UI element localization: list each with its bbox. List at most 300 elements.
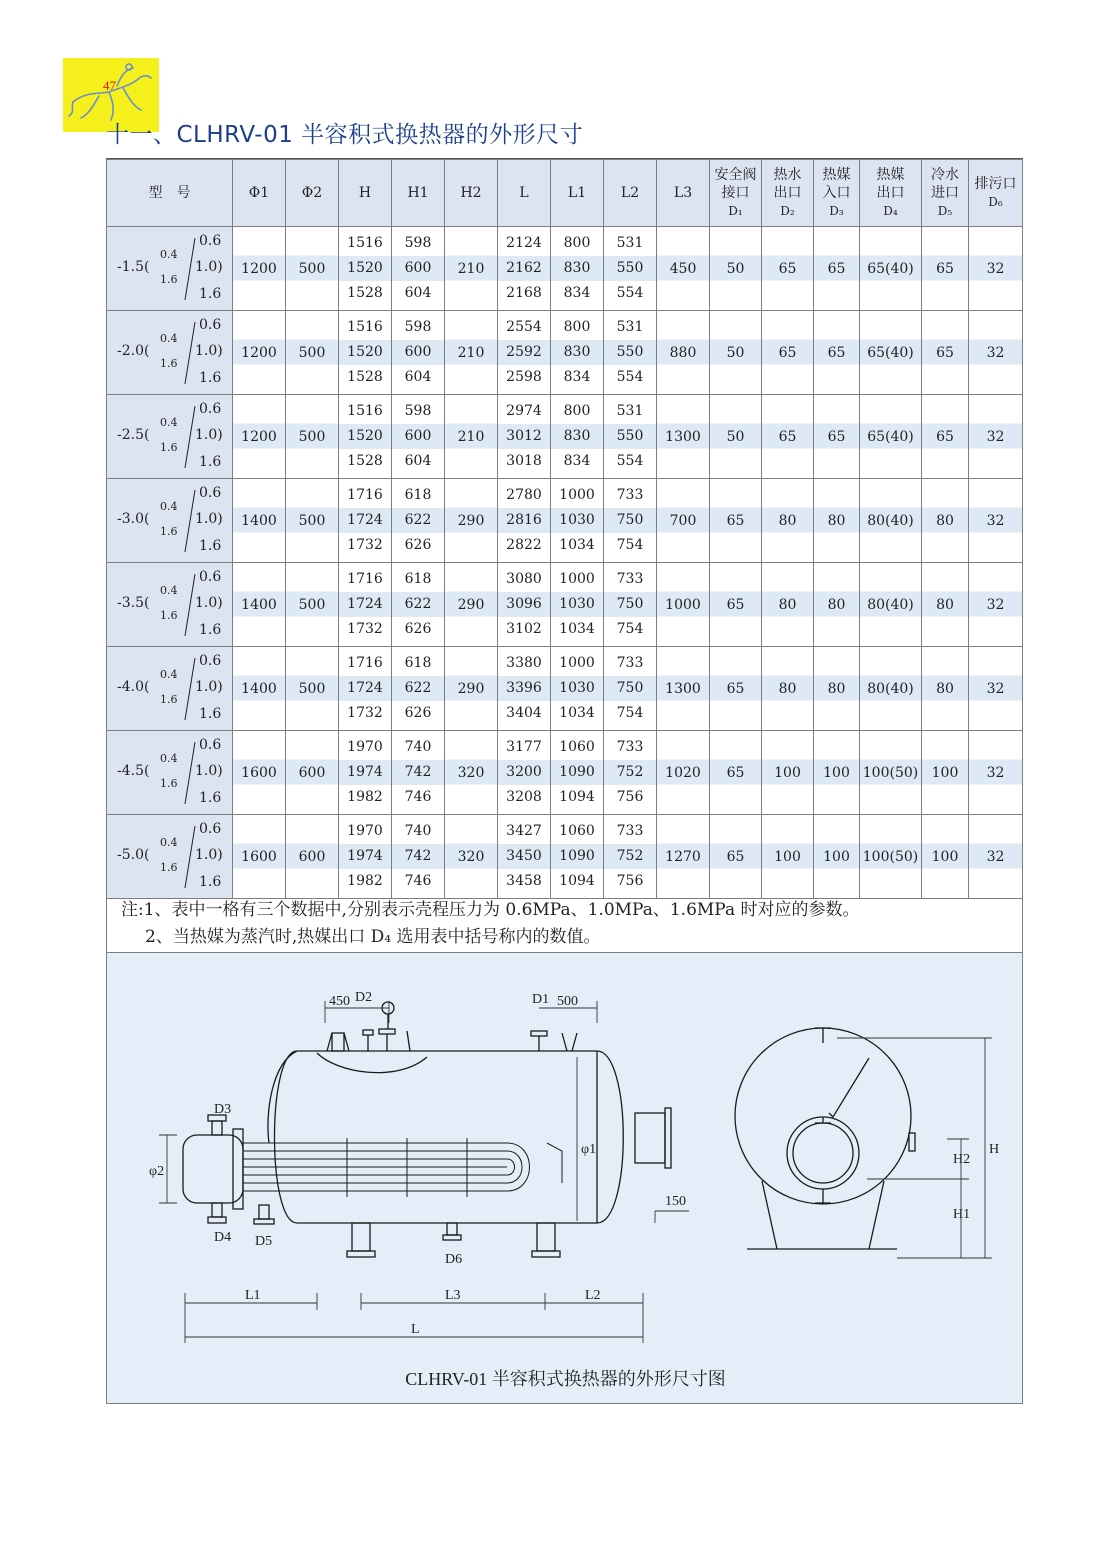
column-header: 热媒 入口 D₃ — [814, 160, 860, 227]
cell-phi2: 500 — [286, 479, 339, 563]
column-header-sub: D₅ — [937, 204, 953, 218]
cell-h — [339, 311, 392, 395]
label-D1: D1 — [532, 992, 550, 1007]
dimension-table — [106, 159, 1023, 899]
model-cell — [107, 731, 233, 815]
pressure-small-bottom: 1.6 — [160, 860, 178, 874]
cell-value: 1732 — [347, 621, 383, 637]
cell-h1 — [392, 227, 445, 311]
pressure-small-top: 0.4 — [160, 583, 178, 597]
cell-value: 600 — [392, 340, 444, 365]
cell-d1: 65 — [710, 647, 762, 731]
cell-value: 733 — [616, 571, 644, 587]
cell-value: 1974 — [339, 844, 391, 869]
cell-value: 750 — [604, 508, 656, 533]
pressure-bottom: 1.6 — [199, 705, 222, 722]
cell-value: 1528 — [347, 285, 383, 301]
pressure-top: 0.6 — [199, 736, 222, 753]
pressure-top: 0.6 — [199, 568, 222, 585]
cell-h — [339, 815, 392, 899]
pressure-mid: 1.0) — [195, 594, 223, 611]
model-prefix: -4.0( — [117, 678, 150, 695]
cell-value: 1030 — [551, 676, 603, 701]
cell-value: 622 — [392, 676, 444, 701]
cell-d1: 50 — [710, 227, 762, 311]
cell-value: 3096 — [498, 592, 550, 617]
pressure-small-top: 0.4 — [160, 499, 178, 513]
cell-h — [339, 647, 392, 731]
label-H1: H1 — [953, 1207, 971, 1222]
cell-d5: 80 — [922, 563, 969, 647]
cell-d1: 65 — [710, 815, 762, 899]
cell-phi2: 500 — [286, 395, 339, 479]
cell-value: 3404 — [506, 705, 542, 721]
tank-left-head — [268, 1051, 297, 1143]
cell-value: 1982 — [347, 789, 383, 805]
pressure-small-top: 0.4 — [160, 415, 178, 429]
pressure-top: 0.6 — [199, 652, 222, 669]
cell-l3: 700 — [657, 479, 710, 563]
cell-value: 800 — [563, 319, 591, 335]
cell-value: 2598 — [506, 369, 542, 385]
cell-value: 742 — [392, 844, 444, 869]
cell-d2: 65 — [762, 395, 814, 479]
model-prefix: -4.5( — [117, 762, 150, 779]
pressure-top: 0.6 — [199, 820, 222, 837]
cell-h2: 210 — [445, 311, 498, 395]
pressure-bottom: 1.6 — [199, 789, 222, 806]
cell-phi2: 500 — [286, 227, 339, 311]
cell-value: 1724 — [339, 592, 391, 617]
cell-d5: 65 — [922, 395, 969, 479]
cell-d4: 80(40) — [860, 563, 922, 647]
cell-d3: 80 — [814, 563, 860, 647]
model-cell — [107, 311, 233, 395]
heat-exchanger-drawing — [107, 953, 1024, 1404]
page-title: 十一、CLHRV-01 半容积式换热器的外形尺寸 — [106, 122, 584, 148]
cell-value: 1000 — [559, 655, 595, 671]
cell-value: 746 — [404, 873, 432, 889]
column-header: L — [498, 160, 551, 227]
cell-d6: 32 — [969, 311, 1023, 395]
cell-d6: 32 — [969, 647, 1023, 731]
cell-value: 554 — [616, 369, 644, 385]
cell-l2 — [604, 647, 657, 731]
pressure-bottom: 1.6 — [199, 285, 222, 302]
column-header: L1 — [551, 160, 604, 227]
cell-value: 1000 — [559, 487, 595, 503]
cell-value: 1528 — [347, 369, 383, 385]
cell-d3: 100 — [814, 731, 860, 815]
cell-value: 622 — [392, 592, 444, 617]
cell-value: 1970 — [347, 739, 383, 755]
pressure-bottom: 1.6 — [199, 621, 222, 638]
column-header-sub: D₁ — [728, 204, 743, 218]
cell-value: 531 — [616, 403, 644, 419]
column-header: 型 号 — [107, 160, 233, 227]
cell-l2 — [604, 311, 657, 395]
cell-value: 2780 — [506, 487, 542, 503]
cell-l1 — [551, 815, 604, 899]
cell-d2: 80 — [762, 647, 814, 731]
cell-value: 3427 — [506, 823, 542, 839]
model-cell — [107, 479, 233, 563]
cell-value: 1030 — [551, 508, 603, 533]
cell-value: 1000 — [559, 571, 595, 587]
cell-value: 752 — [604, 760, 656, 785]
cell-h2: 320 — [445, 731, 498, 815]
cell-d2: 80 — [762, 479, 814, 563]
model-cell — [107, 227, 233, 311]
cell-value: 1060 — [559, 823, 595, 839]
note-2: 2、当热媒为蒸汽时,热媒出口 D₄ 选用表中括号称内的数值。 — [145, 927, 601, 947]
cell-h1 — [392, 395, 445, 479]
cell-value: 1732 — [347, 705, 383, 721]
cell-value: 2162 — [498, 256, 550, 281]
cell-l3: 1270 — [657, 815, 710, 899]
cell-l3: 880 — [657, 311, 710, 395]
cell-l1 — [551, 563, 604, 647]
cell-value: 1090 — [551, 844, 603, 869]
cell-value: 830 — [551, 256, 603, 281]
pressure-mid: 1.0) — [195, 510, 223, 527]
cell-value: 756 — [616, 789, 644, 805]
cell-d2: 65 — [762, 227, 814, 311]
pressure-small-top: 0.4 — [160, 835, 178, 849]
cell-value: 1724 — [339, 508, 391, 533]
column-header-sub: D₂ — [780, 204, 795, 218]
column-header: L2 — [604, 160, 657, 227]
cell-value: 2974 — [506, 403, 542, 419]
cell-value: 1716 — [347, 571, 383, 587]
cell-value: 1034 — [559, 705, 595, 721]
cell-l — [498, 815, 551, 899]
column-header-sub: D₄ — [883, 204, 898, 218]
cell-value: 754 — [616, 705, 644, 721]
cell-l — [498, 227, 551, 311]
cell-d5: 100 — [922, 815, 969, 899]
cell-l1 — [551, 395, 604, 479]
cell-d2: 100 — [762, 815, 814, 899]
slash-divider — [183, 320, 197, 386]
cell-l3: 450 — [657, 227, 710, 311]
label-H2: H2 — [953, 1152, 971, 1167]
cell-phi1: 1400 — [233, 479, 286, 563]
cell-d1: 50 — [710, 311, 762, 395]
pressure-top: 0.6 — [199, 400, 222, 417]
cell-value: 598 — [404, 403, 432, 419]
table-row — [107, 395, 1023, 479]
cell-h1 — [392, 311, 445, 395]
cell-value: 554 — [616, 453, 644, 469]
cell-value: 740 — [404, 739, 432, 755]
cell-d6: 32 — [969, 395, 1023, 479]
cell-d4: 65(40) — [860, 227, 922, 311]
cell-value: 1516 — [347, 235, 383, 251]
cell-value: 1528 — [347, 453, 383, 469]
cell-phi1: 1200 — [233, 395, 286, 479]
cell-d4: 100(50) — [860, 815, 922, 899]
cell-value: 1090 — [551, 760, 603, 785]
column-header-sub: D₃ — [829, 204, 844, 218]
cell-l — [498, 647, 551, 731]
model-cell — [107, 815, 233, 899]
pressure-small-bottom: 1.6 — [160, 356, 178, 370]
cell-value: 598 — [404, 319, 432, 335]
cell-value: 1974 — [339, 760, 391, 785]
cell-h1 — [392, 815, 445, 899]
label-D4: D4 — [214, 1230, 232, 1245]
cell-d3: 65 — [814, 227, 860, 311]
pressure-small-bottom: 1.6 — [160, 524, 178, 538]
cell-value: 1520 — [339, 424, 391, 449]
cell-d4: 65(40) — [860, 395, 922, 479]
cell-d5: 100 — [922, 731, 969, 815]
pressure-small-top: 0.4 — [160, 751, 178, 765]
cell-d2: 65 — [762, 311, 814, 395]
label-D5: D5 — [255, 1234, 273, 1249]
column-header: H — [339, 160, 392, 227]
table-notes — [106, 893, 1023, 953]
cell-value: 604 — [404, 369, 432, 385]
cell-value: 1516 — [347, 319, 383, 335]
pressure-top: 0.6 — [199, 316, 222, 333]
cell-value: 754 — [616, 537, 644, 553]
cell-value: 2168 — [506, 285, 542, 301]
cell-value: 604 — [404, 453, 432, 469]
cell-l1 — [551, 479, 604, 563]
cell-value: 622 — [392, 508, 444, 533]
cell-d3: 80 — [814, 647, 860, 731]
model-cell — [107, 395, 233, 479]
cell-value: 742 — [392, 760, 444, 785]
cell-l2 — [604, 815, 657, 899]
cell-value: 3012 — [498, 424, 550, 449]
cell-value: 1520 — [339, 256, 391, 281]
cell-phi1: 1600 — [233, 815, 286, 899]
cell-h2: 290 — [445, 647, 498, 731]
cell-phi1: 1200 — [233, 311, 286, 395]
cell-value: 1520 — [339, 340, 391, 365]
cell-l — [498, 479, 551, 563]
model-prefix: -2.5( — [117, 426, 150, 443]
cell-value: 3450 — [498, 844, 550, 869]
slash-divider — [183, 824, 197, 890]
cell-value: 733 — [616, 655, 644, 671]
column-header: 安全阀 接口 D₁ — [710, 160, 762, 227]
cell-value: 626 — [404, 705, 432, 721]
cell-phi2: 500 — [286, 647, 339, 731]
cell-value: 600 — [392, 424, 444, 449]
cell-value: 3380 — [506, 655, 542, 671]
cell-value: 754 — [616, 621, 644, 637]
cell-l1 — [551, 227, 604, 311]
label-L2: L2 — [585, 1288, 601, 1303]
pressure-bottom: 1.6 — [199, 873, 222, 890]
cell-value: 3208 — [506, 789, 542, 805]
pressure-top: 0.6 — [199, 232, 222, 249]
cell-value: 604 — [404, 285, 432, 301]
tank-shell — [275, 1051, 624, 1223]
cell-l2 — [604, 563, 657, 647]
cell-value: 800 — [563, 235, 591, 251]
cell-value: 1094 — [559, 873, 595, 889]
cell-value: 618 — [404, 571, 432, 587]
tank-side-circle — [735, 1028, 911, 1204]
column-header: Φ1 — [233, 160, 286, 227]
cell-h1 — [392, 479, 445, 563]
label-L1: L1 — [245, 1288, 261, 1303]
cell-value: 2822 — [506, 537, 542, 553]
cell-value: 1094 — [559, 789, 595, 805]
cell-l2 — [604, 227, 657, 311]
column-header: 排污口 D₆ — [969, 160, 1023, 227]
cell-value: 3200 — [498, 760, 550, 785]
cell-value: 740 — [404, 823, 432, 839]
model-cell — [107, 647, 233, 731]
cell-value: 830 — [551, 340, 603, 365]
cell-phi2: 600 — [286, 815, 339, 899]
cell-phi1: 1600 — [233, 731, 286, 815]
cell-value: 3080 — [506, 571, 542, 587]
cell-h1 — [392, 647, 445, 731]
cell-phi2: 600 — [286, 731, 339, 815]
cell-value: 1970 — [347, 823, 383, 839]
cell-value: 756 — [616, 873, 644, 889]
cell-l3: 1020 — [657, 731, 710, 815]
table-row — [107, 563, 1023, 647]
cell-value: 1030 — [551, 592, 603, 617]
pressure-bottom: 1.6 — [199, 453, 222, 470]
cell-value: 531 — [616, 235, 644, 251]
cell-d6: 32 — [969, 563, 1023, 647]
cell-l — [498, 563, 551, 647]
cell-value: 1516 — [347, 403, 383, 419]
cell-l — [498, 731, 551, 815]
label-D2: D2 — [355, 990, 373, 1005]
cell-phi1: 1200 — [233, 227, 286, 311]
pressure-mid: 1.0) — [195, 342, 223, 359]
column-header: Φ2 — [286, 160, 339, 227]
cell-d3: 65 — [814, 311, 860, 395]
table-row — [107, 647, 1023, 731]
cell-d3: 80 — [814, 479, 860, 563]
cell-d6: 32 — [969, 815, 1023, 899]
cell-d5: 65 — [922, 227, 969, 311]
slash-divider — [183, 404, 197, 470]
cell-d2: 80 — [762, 563, 814, 647]
cell-value: 1034 — [559, 537, 595, 553]
column-header: 热媒 出口 D₄ — [860, 160, 922, 227]
pressure-small-bottom: 1.6 — [160, 692, 178, 706]
cell-d3: 65 — [814, 395, 860, 479]
pressure-bottom: 1.6 — [199, 369, 222, 386]
dim-450: 450 — [329, 994, 350, 1009]
cell-value: 626 — [404, 621, 432, 637]
cell-value: 746 — [404, 789, 432, 805]
cell-value: 2592 — [498, 340, 550, 365]
table-row — [107, 815, 1023, 899]
label-L3: L3 — [445, 1288, 461, 1303]
pressure-top: 0.6 — [199, 484, 222, 501]
column-header: L3 — [657, 160, 710, 227]
page-number: 47 — [103, 78, 116, 93]
cell-value: 733 — [616, 739, 644, 755]
cell-d5: 65 — [922, 311, 969, 395]
cell-value: 830 — [551, 424, 603, 449]
slash-divider — [183, 236, 197, 302]
cell-value: 834 — [563, 369, 591, 385]
cell-value: 531 — [616, 319, 644, 335]
pressure-mid: 1.0) — [195, 762, 223, 779]
cell-d3: 100 — [814, 815, 860, 899]
pressure-mid: 1.0) — [195, 258, 223, 275]
cell-value: 550 — [604, 340, 656, 365]
slash-divider — [183, 488, 197, 554]
cell-l2 — [604, 731, 657, 815]
table-row — [107, 479, 1023, 563]
cell-l — [498, 311, 551, 395]
model-prefix: -5.0( — [117, 846, 150, 863]
model-prefix: -1.5( — [117, 258, 150, 275]
note-1: 注:1、表中一格有三个数据中,分别表示壳程压力为 0.6MPa、1.0MPa、1.6MPa 时对应的参数。 — [121, 900, 860, 920]
pressure-small-top: 0.4 — [160, 331, 178, 345]
table-row — [107, 311, 1023, 395]
cell-value: 1716 — [347, 655, 383, 671]
slash-divider — [183, 572, 197, 638]
pressure-mid: 1.0) — [195, 426, 223, 443]
cell-d5: 80 — [922, 647, 969, 731]
cell-value: 626 — [404, 537, 432, 553]
table-row — [107, 227, 1023, 311]
cell-d4: 80(40) — [860, 479, 922, 563]
column-header-sub: D₆ — [988, 195, 1003, 209]
model-prefix: -2.0( — [117, 342, 150, 359]
cell-value: 2816 — [498, 508, 550, 533]
cell-value: 752 — [604, 844, 656, 869]
cell-value: 550 — [604, 256, 656, 281]
cell-h2: 290 — [445, 563, 498, 647]
label-H: H — [989, 1142, 1000, 1157]
model-prefix: -3.0( — [117, 510, 150, 527]
pressure-small-bottom: 1.6 — [160, 440, 178, 454]
cell-value: 598 — [404, 235, 432, 251]
cell-phi1: 1400 — [233, 563, 286, 647]
cell-value: 800 — [563, 403, 591, 419]
cell-d6: 32 — [969, 227, 1023, 311]
pressure-small-top: 0.4 — [160, 667, 178, 681]
cell-value: 1732 — [347, 537, 383, 553]
cell-h2: 210 — [445, 395, 498, 479]
cell-value: 3177 — [506, 739, 542, 755]
cell-h — [339, 227, 392, 311]
cell-l1 — [551, 731, 604, 815]
cell-phi2: 500 — [286, 563, 339, 647]
pressure-mid: 1.0) — [195, 678, 223, 695]
cell-l2 — [604, 395, 657, 479]
label-L: L — [411, 1322, 420, 1337]
cell-value: 618 — [404, 487, 432, 503]
cell-h1 — [392, 563, 445, 647]
cell-value: 550 — [604, 424, 656, 449]
cell-value: 618 — [404, 655, 432, 671]
cell-value: 750 — [604, 676, 656, 701]
dimension-drawing — [106, 953, 1023, 1404]
cell-value: 1724 — [339, 676, 391, 701]
cell-l1 — [551, 311, 604, 395]
cell-value: 600 — [392, 256, 444, 281]
cell-h — [339, 395, 392, 479]
